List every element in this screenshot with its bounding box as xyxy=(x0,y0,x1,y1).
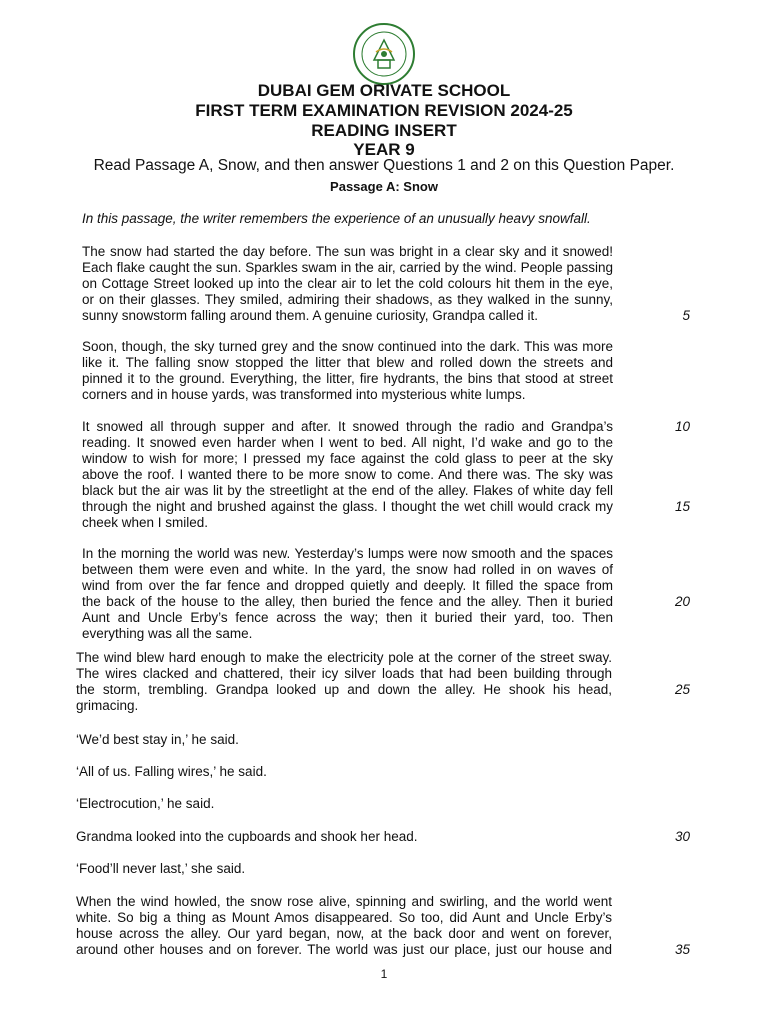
passage-line: wind from over the far fence and dropped quietly and deeply. It filled the space from xyxy=(82,578,613,593)
passage-line: ‘Electrocution,’ he said. xyxy=(76,796,215,811)
school-crest-icon xyxy=(352,22,416,86)
passage-line: Aunt and Uncle Erby’s fence across the way; then it buried their yard, too. Then xyxy=(82,610,613,625)
line-number: 25 xyxy=(674,682,690,697)
passage-line: through the night and brushed against the glass. I thought the wet chill would crack my xyxy=(82,499,613,514)
passage-line: Each flake caught the sun. Sparkles swam in the air, carried by the wind. People passing xyxy=(82,260,613,275)
passage-line: The snow had started the day before. The sun was bright in a clear sky and it snowed! xyxy=(82,244,613,259)
passage-line: corners and in house yards, was transformed into mysterious white lumps. xyxy=(82,387,526,402)
passage-line: the back of the house to the alley, then buried the fence and the alley. Then it buried xyxy=(82,594,613,609)
passage-intro: In this passage, the writer remembers the experience of an unusually heavy snowfall. xyxy=(82,211,591,226)
passage-line: everything was all the same. xyxy=(82,626,253,641)
passage-line: ‘We’d best stay in,’ he said. xyxy=(76,732,239,747)
passage-title: Passage A: Snow xyxy=(330,179,438,194)
passage-line: ‘All of us. Falling wires,’ he said. xyxy=(76,764,267,779)
passage-line: on Cottage Street looked up into the clear air to let the cold colours hit them in the eye, xyxy=(82,276,613,291)
passage-line: like it. The falling snow stopped the litter that blew and rolled down the streets and xyxy=(82,355,613,370)
passage-line: cheek when I smiled. xyxy=(82,515,209,530)
passage-line: The wind blew hard enough to make the electricity pole at the corner of the street sway. xyxy=(76,650,612,665)
school-name: DUBAI GEM ORIVATE SCHOOL xyxy=(257,81,511,100)
line-number: 20 xyxy=(674,594,690,609)
passage-line: black but the air was lit by the streetlight at the end of the alley. Flakes of white day fell xyxy=(82,483,613,498)
passage-line: In the morning the world was new. Yesterday’s lumps were now smooth and the spaces xyxy=(82,546,613,561)
passage-line: white. So big a thing as Mount Amos disappeared. So too, did Aunt and Uncle Erby’s xyxy=(76,910,612,925)
instruction-text: Read Passage A, Snow, and then answer Questions 1 and 2 on this Question Paper. xyxy=(93,157,675,174)
exam-title: FIRST TERM EXAMINATION REVISION 2024-25 xyxy=(195,101,573,120)
passage-line: window to wish for more; I pressed my face against the cold glass to peer at the sky xyxy=(82,451,613,466)
passage-line: or on their glasses. They smiled, admiring their shadows, as they walked in the sunny, xyxy=(82,292,613,307)
passage-line: When the wind howled, the snow rose alive, spinning and swirling, and the world went xyxy=(76,894,612,909)
passage-line: the storm, trembling. Grandpa looked up and down the alley. He shook his head, xyxy=(76,682,612,697)
passage-line: The wires clacked and chattered, their icy silver loads that had been building through xyxy=(76,666,612,681)
passage-line: between them were even and white. In the yard, the snow had rolled in on waves of xyxy=(82,562,613,577)
line-number: 10 xyxy=(674,419,690,434)
passage-line: grimacing. xyxy=(76,698,139,713)
line-number: 15 xyxy=(674,499,690,514)
passage-line: around other houses and on forever. The world was just our place, just our house and xyxy=(76,942,612,957)
line-number: 30 xyxy=(674,829,690,844)
passage-line: reading. It snowed even harder when I went to bed. All night, I’d wake and go to the xyxy=(82,435,613,450)
passage-line: ‘Food’ll never last,’ she said. xyxy=(76,861,246,876)
passage-line: Soon, though, the sky turned grey and the snow continued into the dark. This was more xyxy=(82,339,613,354)
passage-line: It snowed all through supper and after. It snowed through the radio and Grandpa’s xyxy=(82,419,613,434)
year-title: YEAR 9 xyxy=(353,140,415,159)
line-number: 5 xyxy=(682,308,690,323)
passage-line: sunny snowstorm falling around them. A genuine curiosity, Grandpa called it. xyxy=(82,308,539,323)
passage-line: house across the alley. Our yard began, now, at the back door and went on forever, xyxy=(76,926,612,941)
insert-title: READING INSERT xyxy=(311,121,457,140)
page-number: 1 xyxy=(380,967,388,981)
passage-line: Grandma looked into the cupboards and shook her head. xyxy=(76,829,418,844)
line-number: 35 xyxy=(674,942,690,957)
passage-line: pinned it to the ground. Everything, the litter, fire hydrants, the bins that stood at street xyxy=(82,371,613,386)
passage-line: above the roof. I wanted there to be more snow to come. And there was. The sky was xyxy=(82,467,613,482)
